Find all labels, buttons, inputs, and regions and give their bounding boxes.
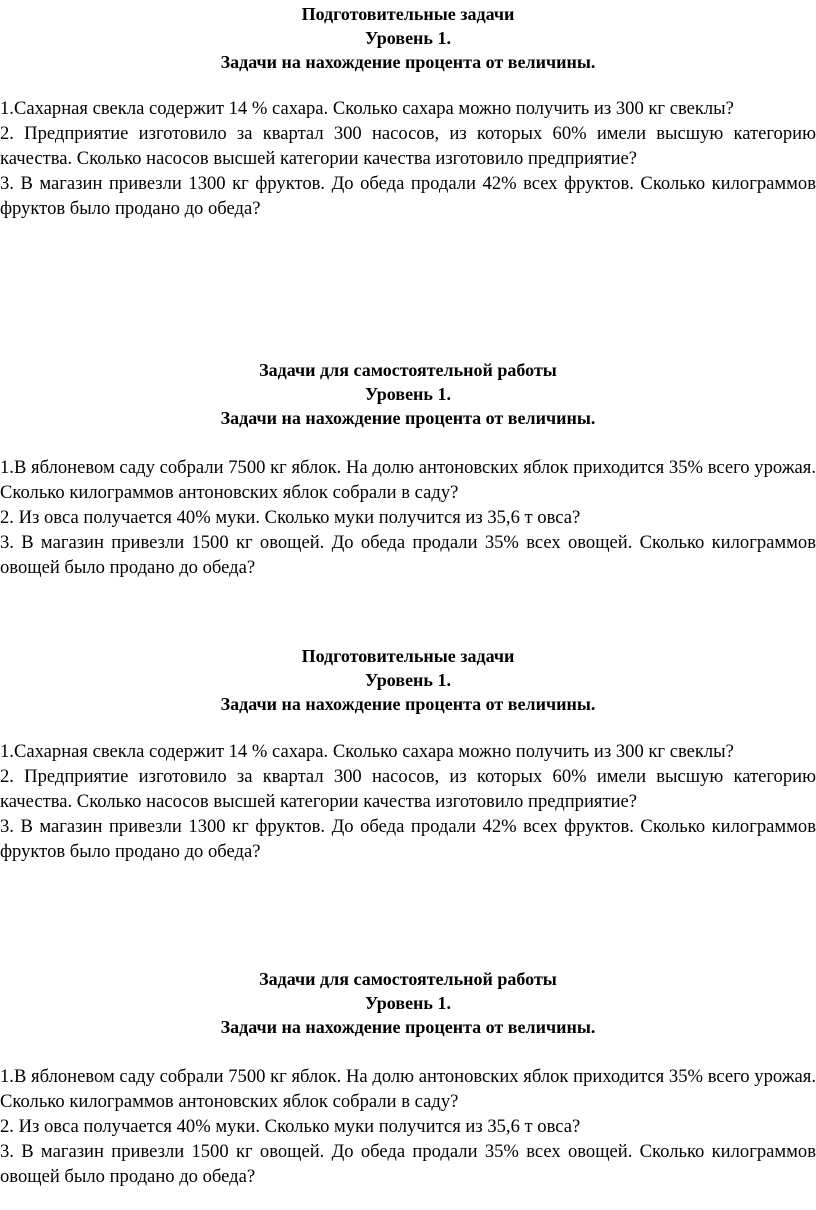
- problem-list: [0, 739, 816, 864]
- section-level: Уровень 1.: [365, 384, 451, 404]
- section-preparatory-1: [0, 2, 816, 74]
- problem-list: [0, 1064, 816, 1189]
- problem-list: [0, 96, 816, 221]
- section-subtitle: Задачи на нахождение процента от величины.: [220, 694, 596, 714]
- problem-item: 1.В яблоневом саду собрали 7500 кг яблок. На долю антоновских яблок приходится 35% всего урожая. Сколько килограммов антоновских яблок собрали в саду?: [0, 457, 816, 503]
- problem-item: 1.В яблоневом саду собрали 7500 кг яблок. На долю антоновских яблок приходится 35% всего урожая. Сколько килограммов антоновских яблок собрали в саду?: [0, 1066, 816, 1112]
- problem-item: 3. В магазин привезли 1500 кг овощей. До обеда продали 35% всех овощей. Сколько килограммов овощей было продано до обеда?: [0, 1141, 816, 1187]
- problem-item: 1.Сахарная свекла содержит 14 % сахара. Сколько сахара можно получить из 300 кг свеклы?: [0, 98, 734, 119]
- problem-list: [0, 455, 816, 580]
- problem-item: 3. В магазин привезли 1500 кг овощей. До обеда продали 35% всех овощей. Сколько килограммов овощей было продано до обеда?: [0, 532, 816, 578]
- problem-item: 3. В магазин привезли 1300 кг фруктов. До обеда продали 42% всех фруктов. Сколько килограммов фруктов было продано до обеда?: [0, 173, 816, 219]
- problem-item: 1.Сахарная свекла содержит 14 % сахара. Сколько сахара можно получить из 300 кг свеклы?: [0, 741, 734, 762]
- section-subtitle: Задачи на нахождение процента от величины.: [220, 1017, 596, 1037]
- section-preparatory-2: [0, 644, 816, 716]
- section-level: Уровень 1.: [365, 993, 451, 1013]
- section-level: Уровень 1.: [365, 670, 451, 690]
- section-title: Подготовительные задачи: [301, 646, 515, 666]
- section-independent-1: [0, 358, 816, 430]
- problem-item: 2. Из овса получается 40% муки. Сколько муки получится из 35,6 т овса?: [0, 1116, 581, 1137]
- section-subtitle: Задачи на нахождение процента от величины.: [220, 52, 596, 72]
- section-level: Уровень 1.: [365, 28, 451, 48]
- problem-item: 2. Предприятие изготовило за квартал 300 насосов, из которых 60% имели высшую категорию качества. Сколько насосов высшей категории качества изготовило предприятие?: [0, 766, 816, 812]
- problem-item: 2. Предприятие изготовило за квартал 300 насосов, из которых 60% имели высшую категорию качества. Сколько насосов высшей категории качества изготовило предприятие?: [0, 123, 816, 169]
- problem-item: 2. Из овса получается 40% муки. Сколько муки получится из 35,6 т овса?: [0, 507, 581, 528]
- section-title: Подготовительные задачи: [301, 4, 515, 24]
- section-title: Задачи для самостоятельной работы: [259, 360, 557, 380]
- problem-item: 3. В магазин привезли 1300 кг фруктов. До обеда продали 42% всех фруктов. Сколько килограммов фруктов было продано до обеда?: [0, 816, 816, 862]
- section-independent-2: [0, 967, 816, 1039]
- section-title: Задачи для самостоятельной работы: [259, 969, 557, 989]
- section-subtitle: Задачи на нахождение процента от величины.: [220, 408, 596, 428]
